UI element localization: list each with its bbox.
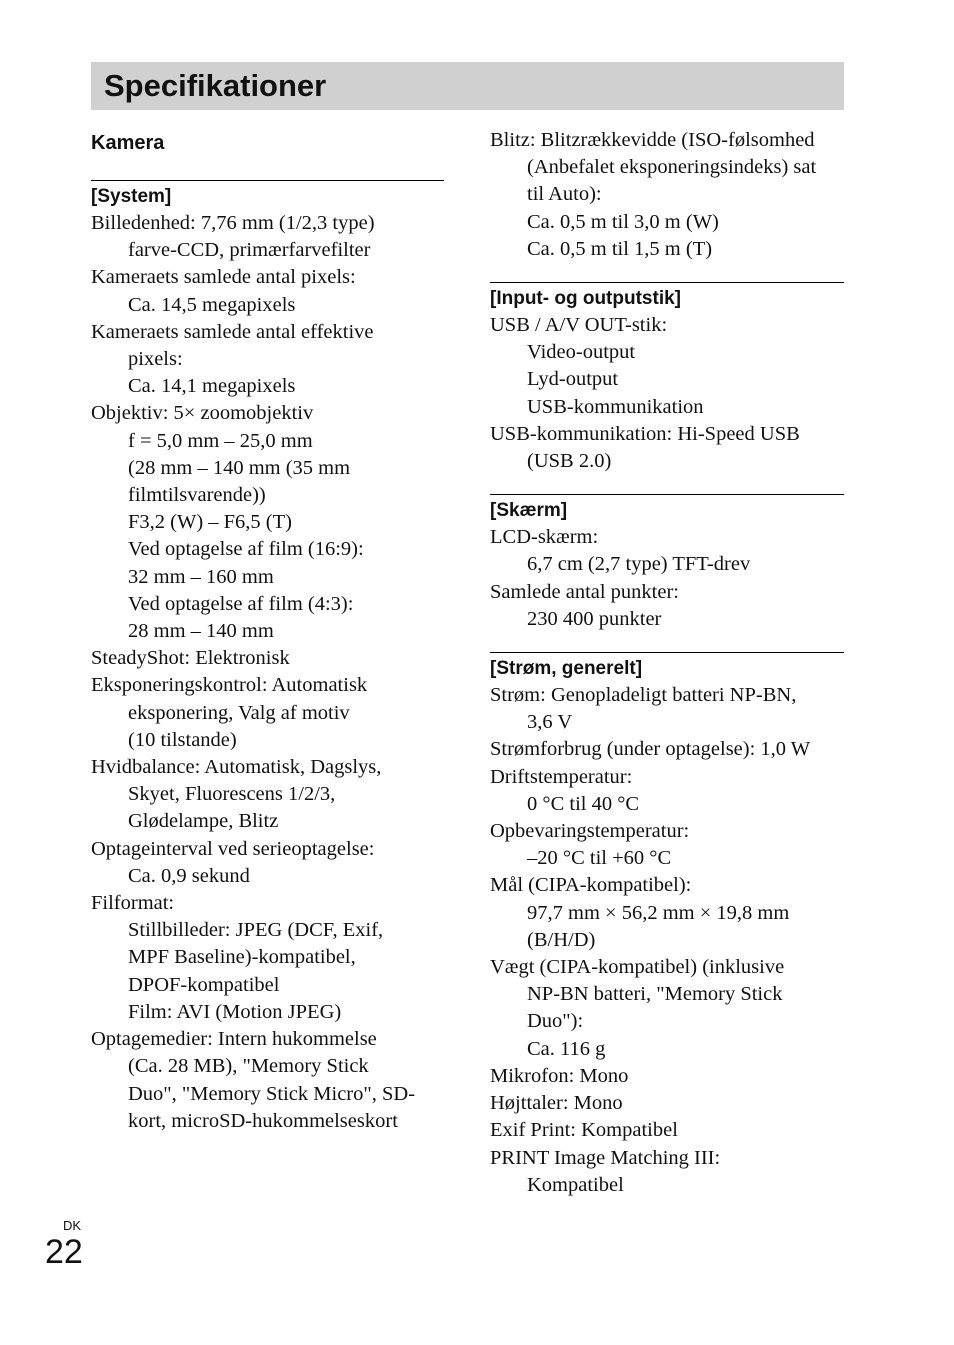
spec-line: 3,6 V xyxy=(527,711,573,734)
spec-line: (Ca. 28 MB), "Memory Stick xyxy=(128,1055,369,1078)
spec-line: (USB 2.0) xyxy=(527,450,612,473)
spec-line: USB-kommunikation xyxy=(527,395,704,418)
spec-line: Kompatibel xyxy=(527,1173,624,1196)
spec-line: Skyet, Fluorescens 1/2/3, xyxy=(128,783,336,806)
spec-line: pixels: xyxy=(128,348,183,371)
right-column xyxy=(490,127,844,1199)
spec-line: til Auto): xyxy=(527,183,602,206)
system-spec-list xyxy=(91,210,444,1135)
spec-line: Driftstemperatur: xyxy=(490,765,633,788)
spec-line: Optagemedier: Intern hukommelse xyxy=(91,1028,377,1051)
spec-line: Strømforbrug (under optagelse): 1,0 W xyxy=(490,738,811,761)
screen-spec-list xyxy=(490,524,844,633)
system-section-title: [System] xyxy=(91,180,444,210)
spec-line: Exif Print: Kompatibel xyxy=(490,1119,678,1142)
spec-line: F3,2 (W) – F6,5 (T) xyxy=(128,511,292,534)
spec-line: Ca. 14,1 megapixels xyxy=(128,375,296,398)
power-spec-list xyxy=(490,682,844,1199)
spec-line: Højttaler: Mono xyxy=(490,1092,623,1115)
spec-line: Ca. 0,5 m til 1,5 m (T) xyxy=(527,237,713,260)
spec-line: USB-kommunikation: Hi-Speed USB xyxy=(490,422,800,445)
spec-line: Kameraets samlede antal pixels: xyxy=(91,266,356,289)
spec-line: eksponering, Valg af motiv xyxy=(128,701,350,724)
left-column xyxy=(91,127,444,1135)
spec-line: Video-output xyxy=(527,341,636,364)
flash-spec-list xyxy=(490,127,844,263)
page-title: Specifikationer xyxy=(104,68,327,103)
spec-line: Blitz: Blitzrækkevidde (ISO-følsomhed xyxy=(490,129,815,151)
screen-section-title: [Skærm] xyxy=(490,494,844,524)
spec-line: MPF Baseline)-kompatibel, xyxy=(128,946,356,969)
spec-line: Billedenhed: 7,76 mm (1/2,3 type) xyxy=(91,212,375,234)
spec-line: Film: AVI (Motion JPEG) xyxy=(128,1000,342,1023)
spec-line: Stillbilleder: JPEG (DCF, Exif, xyxy=(128,919,384,942)
spec-line: Samlede antal punkter: xyxy=(490,580,679,603)
spec-line: Mål (CIPA-kompatibel): xyxy=(490,874,692,897)
language-code: DK xyxy=(63,1218,82,1233)
spec-line: Ca. 0,5 m til 3,0 m (W) xyxy=(527,210,719,233)
spec-line: (Anbefalet eksponeringsindeks) sat xyxy=(527,156,817,179)
camera-heading: Kamera xyxy=(91,132,165,154)
spec-line: SteadyShot: Elektronisk xyxy=(91,647,290,670)
spec-line: Lyd-output xyxy=(527,368,619,391)
spec-line: 230 400 punkter xyxy=(527,607,662,630)
spec-line: (28 mm – 140 mm (35 mm xyxy=(128,456,351,479)
spec-line: 97,7 mm × 56,2 mm × 19,8 mm xyxy=(527,901,790,924)
spec-line: Ved optagelse af film (16:9): xyxy=(128,538,364,561)
spec-line: 32 mm – 160 mm xyxy=(128,565,274,588)
spec-line: Mikrofon: Mono xyxy=(490,1064,629,1087)
spec-line: Strøm: Genopladeligt batteri NP-BN, xyxy=(490,684,797,707)
spec-line: Duo", "Memory Stick Micro", SD- xyxy=(128,1082,416,1105)
spec-line: Eksponeringskontrol: Automatisk xyxy=(91,674,368,697)
io-section-title: [Input- og outputstik] xyxy=(490,282,844,312)
spec-line: LCD-skærm: xyxy=(490,526,599,549)
page-title-bar xyxy=(91,62,844,110)
spec-line: Ca. 14,5 megapixels xyxy=(128,293,296,316)
spec-line: f = 5,0 mm – 25,0 mm xyxy=(128,429,313,452)
spec-line: filmtilsvarende)) xyxy=(128,484,266,507)
power-section-title: [Strøm, generelt] xyxy=(490,652,844,682)
spec-line: Opbevaringstemperatur: xyxy=(490,820,690,843)
spec-line: Ca. 116 g xyxy=(527,1037,606,1060)
spec-line: (10 tilstande) xyxy=(128,728,237,751)
spec-line: farve-CCD, primærfarvefilter xyxy=(128,239,371,262)
spec-line: kort, microSD-hukommelseskort xyxy=(128,1109,398,1132)
spec-line: Glødelampe, Blitz xyxy=(128,810,279,833)
spec-line: Hvidbalance: Automatisk, Dagslys, xyxy=(91,756,382,779)
spec-line: USB / A/V OUT-stik: xyxy=(490,314,668,337)
spec-line: NP-BN batteri, "Memory Stick xyxy=(527,983,783,1006)
spec-line: 0 °C til 40 °C xyxy=(527,792,640,815)
page-number: 22 xyxy=(45,1233,83,1271)
spec-line: Vægt (CIPA-kompatibel) (inklusive xyxy=(490,956,785,979)
spec-line: Ved optagelse af film (4:3): xyxy=(128,592,354,615)
spec-line: Filformat: xyxy=(91,892,175,915)
spec-line: Kameraets samlede antal effektive xyxy=(91,320,374,343)
spec-line: (B/H/D) xyxy=(527,928,596,951)
spec-line: PRINT Image Matching III: xyxy=(490,1146,721,1169)
spec-line: Duo"): xyxy=(527,1010,584,1033)
spec-line: –20 °C til +60 °C xyxy=(527,847,672,870)
spec-line: Ca. 0,9 sekund xyxy=(128,864,250,887)
spec-line: 6,7 cm (2,7 type) TFT-drev xyxy=(527,553,751,576)
spec-line: Optageinterval ved serieoptagelse: xyxy=(91,837,375,860)
spec-line: Objektiv: 5× zoomobjektiv xyxy=(91,402,314,425)
spec-line: DPOF-kompatibel xyxy=(128,973,280,996)
io-spec-list xyxy=(490,312,844,475)
spec-line: 28 mm – 140 mm xyxy=(128,620,274,643)
